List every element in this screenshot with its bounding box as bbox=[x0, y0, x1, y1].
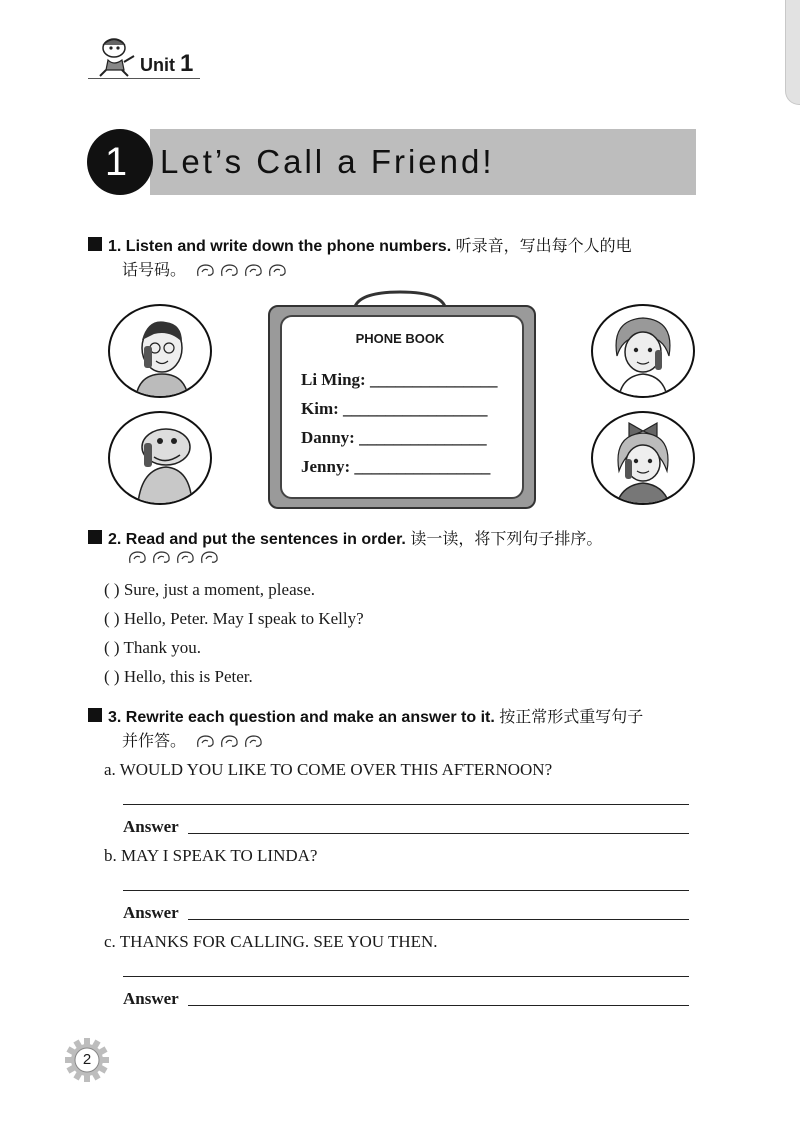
order-item: ( ) Hello, Peter. May I speak to Kelly? bbox=[104, 609, 364, 628]
question-a: a. WOULD YOU LIKE TO COME OVER THIS AFTERNOON? bbox=[104, 760, 553, 779]
rewrite-line[interactable] bbox=[123, 976, 689, 977]
page-title: Let’s Call a Friend! bbox=[160, 143, 495, 180]
section2-heading: 2. Read and put the sentences in order. 读一读，将下列句子排序。 bbox=[108, 531, 603, 548]
difficulty-ears bbox=[194, 733, 266, 751]
order-item: ( ) Hello, this is Peter. bbox=[104, 667, 253, 686]
phone-book-title: PHONE BOOK bbox=[355, 331, 445, 346]
portrait-danny bbox=[108, 411, 212, 505]
header-divider bbox=[88, 78, 200, 79]
answer-line[interactable] bbox=[188, 1005, 689, 1006]
portrait-li-ming bbox=[108, 304, 212, 398]
unit-label: Unit 1 bbox=[140, 50, 194, 77]
section3-heading: 3. Rewrite each question and make an answer to it. 按正常形式重写句子 bbox=[108, 709, 644, 726]
question-b: b. MAY I SPEAK TO LINDA? bbox=[104, 846, 318, 865]
answer-line[interactable] bbox=[188, 833, 689, 834]
listening-ear-icon bbox=[194, 262, 290, 280]
dinosaur-illustration bbox=[110, 413, 210, 503]
rewrite-line[interactable] bbox=[123, 890, 689, 891]
answer-label: Answer bbox=[123, 989, 179, 1008]
question-c: c. THANKS FOR CALLING. SEE YOU THEN. bbox=[104, 932, 438, 951]
difficulty-ears bbox=[126, 549, 222, 572]
boy-with-glasses-illustration bbox=[110, 306, 210, 396]
phone-entry-danny: Danny: _______________ bbox=[301, 428, 487, 447]
portrait-jenny bbox=[591, 411, 695, 505]
mascot-icon bbox=[92, 36, 138, 78]
section-bullet bbox=[88, 708, 102, 722]
portrait-kim bbox=[591, 304, 695, 398]
section-bullet bbox=[88, 237, 102, 251]
answer-label: Answer bbox=[123, 817, 179, 836]
rewrite-line[interactable] bbox=[123, 804, 689, 805]
listening-ear-icon bbox=[126, 549, 222, 567]
section1-heading: 1. Listen and write down the phone numbers. 听录音，写出每个人的电 bbox=[108, 238, 632, 255]
order-item: ( ) Thank you. bbox=[104, 638, 201, 657]
phone-entry-kim: Kim: _________________ bbox=[301, 399, 488, 418]
section3-heading-cont: 并作答。 bbox=[122, 728, 266, 751]
answer-label: Answer bbox=[123, 903, 179, 922]
section-bullet bbox=[88, 530, 102, 544]
page-edge-tab bbox=[785, 0, 800, 105]
page-number: 2 bbox=[82, 1051, 92, 1068]
unit-header bbox=[88, 36, 200, 82]
listening-ear-icon bbox=[194, 733, 266, 751]
phone-entry-jenny: Jenny: ________________ bbox=[301, 457, 491, 476]
section1-heading-cont: 话号码。 bbox=[122, 257, 290, 280]
order-item: ( ) Sure, just a moment, please. bbox=[104, 580, 316, 599]
phone-entry-li-ming: Li Ming: _______________ bbox=[301, 370, 498, 389]
girl-with-curly-hair-illustration bbox=[593, 306, 693, 396]
answer-line[interactable] bbox=[188, 919, 689, 920]
girl-with-bow-illustration bbox=[593, 413, 693, 503]
difficulty-ears bbox=[194, 262, 290, 280]
lesson-number: 1 bbox=[104, 140, 128, 184]
